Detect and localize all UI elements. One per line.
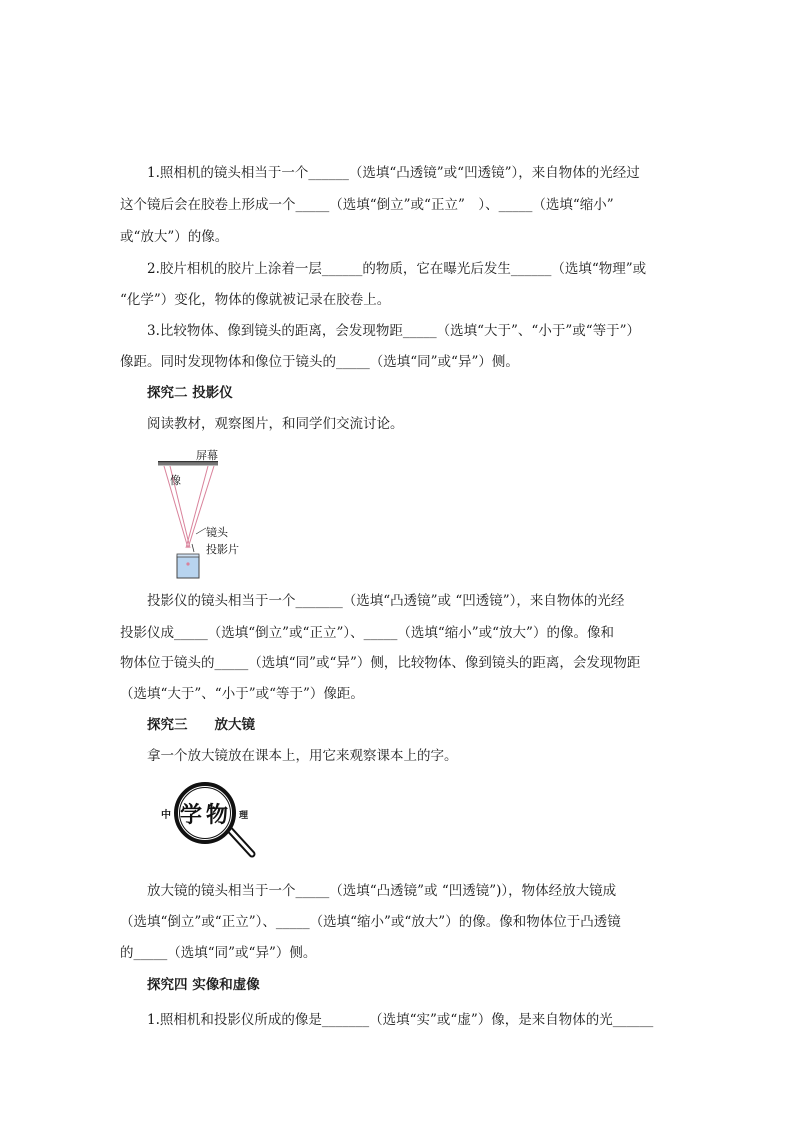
magnifier-line3: 的_____（选填“同”或“异”）侧。 — [120, 945, 317, 961]
char-magnified-2: 物 — [206, 803, 229, 828]
lens-label: 镜头 — [206, 526, 228, 539]
char-left: 中 — [161, 810, 171, 821]
camera-q2-line1: 2.胶片相机的胶片上涂着一层______的物质，它在曝光后发生______（选填“物理”或 — [147, 261, 647, 277]
projector-line2: 投影仪成_____（选填“倒立”或“正立”）、_____（选填“缩小”或“放大”）的像。像和 — [120, 625, 614, 641]
camera-q1-line2: 这个镜后会在胶卷上形成一个_____（选填“倒立”或“正立” ）、_____（选填“缩小” — [120, 197, 614, 213]
camera-q3-line2: 像距。同时发现物体和像位于镜头的_____（选填“同”或“异”）侧。 — [120, 354, 519, 370]
slide-label: 投影片 — [206, 543, 239, 556]
camera-q2-line2: “化学”）变化，物体的像就被记录在胶卷上。 — [120, 292, 391, 308]
projector-line1: 投影仪的镜头相当于一个_______（选填“凸透镜”或 “凹透镜”），来自物体的光经 — [147, 593, 625, 609]
magnifier-diagram — [158, 780, 262, 862]
char-magnified-1: 学 — [180, 803, 203, 828]
projector-line3: 物体位于镜头的_____（选填“同”或“异”）侧，比较物体、像到镜头的距离，会发现物距 — [120, 655, 641, 671]
screen-label: 屏幕 — [196, 449, 218, 462]
projector-diagram — [150, 448, 260, 586]
screen-bar — [158, 462, 218, 466]
magnifier-intro: 拿一个放大镜放在课本上，用它来观察课本上的字。 — [147, 748, 458, 764]
magnifier-line1: 放大镜的镜头相当于一个_____（选填“凸透镜”或 “凹透镜”)），物体经放大镜成 — [147, 883, 617, 899]
projector-line4: （选填“大于”、“小于”或“等于”）像距。 — [120, 686, 364, 702]
camera-q1-line3: 或“放大”）的像。 — [120, 229, 229, 245]
camera-q3-line1: 3.比较物体、像到镜头的距离，会发现物距_____（选填“大于”、“小于”或“等于”） — [147, 323, 641, 339]
projector-heading: 探究二 投影仪 — [147, 385, 233, 401]
real-virtual-q1-line1: 1.照相机和投影仪所成的像是_______（选填“实”或“虚”）像，是来自物体的光______ — [147, 1012, 654, 1028]
real-virtual-heading: 探究四 实像和虚像 — [147, 977, 260, 993]
projector-intro: 阅读教材，观察图片，和同学们交流讨论。 — [147, 416, 404, 432]
camera-q1-line1: 1.照相机的镜头相当于一个______（选填“凸透镜”或“凹透镜”），来自物体的光经过 — [147, 165, 640, 181]
magnifier-line2: （选填“倒立”或“正立”）、_____（选填“缩小”或“放大”）的像。像和物体位于凸透镜 — [120, 914, 621, 930]
image-label: 像 — [170, 474, 181, 487]
slide-box — [177, 556, 199, 578]
magnifier-heading: 探究三 放大镜 — [147, 717, 255, 733]
char-right: 理 — [239, 811, 249, 821]
